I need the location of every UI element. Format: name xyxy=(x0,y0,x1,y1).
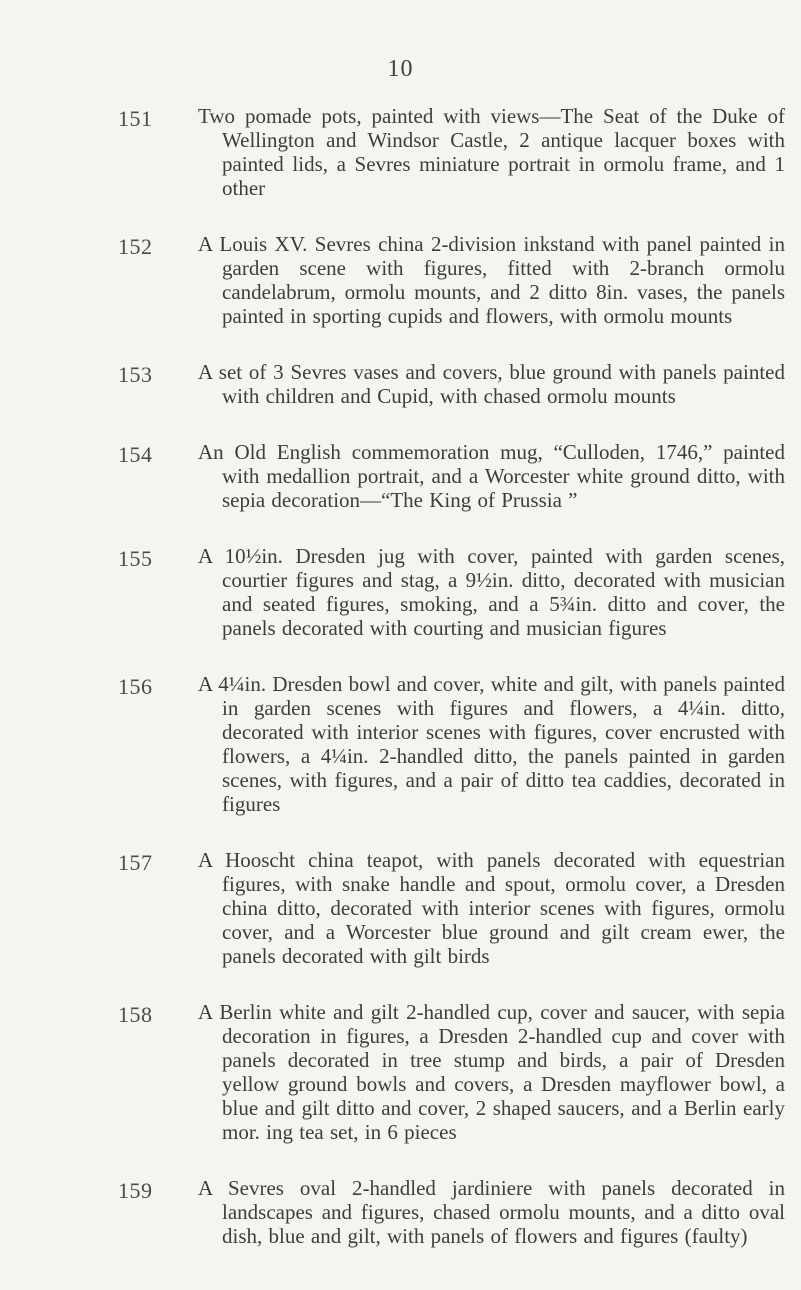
lot-description: An Old English commemoration mug, “Culloden, 1746,” painted with medallion portrait, and a Worcester white ground ditto, with sepia decoration—“The King of Prussia ” xyxy=(198,440,785,512)
lot-description: Two pomade pots, painted with views—The Seat of the Duke of Wellington and Windsor Castle, 2 antique lacquer boxes with painted lids, a Sevres miniature portrait in ormolu frame, and 1 other xyxy=(198,104,785,200)
lot-number: 152 xyxy=(118,234,153,259)
lot-number: 154 xyxy=(118,442,153,467)
lot-number: 158 xyxy=(118,1002,153,1027)
lot-number: 159 xyxy=(118,1178,153,1203)
lot-description: A 4¼in. Dresden bowl and cover, white and gilt, with panels painted in garden scenes with figures and flowers, a 4¼in. ditto, decorated with interior scenes with figures, cover encrusted with flowers, a 4¼in. 2-handled ditto, the panels painted in garden scenes, with figures, and a pair of ditto tea caddies, decorated in figures xyxy=(198,672,785,816)
page-number: 10 xyxy=(387,56,414,82)
lot-number: 151 xyxy=(118,106,153,131)
lot-description: A Sevres oval 2-handled jardiniere with panels decorated in landscapes and figures, chased ormolu mounts, and a ditto oval dish, blue and gilt, with panels of flowers and figures (faulty) xyxy=(198,1176,785,1248)
lot-description: A Hooscht china teapot, with panels decorated with equestrian figures, with snake handle and spout, ormolu cover, a Dresden china ditto, decorated with interior scenes with figures, ormolu cover, and a Worcester blue ground and gilt cream ewer, the panels decorated with gilt birds xyxy=(198,848,785,968)
lot-description: A set of 3 Sevres vases and covers, blue ground with panels painted with children and Cupid, with chased ormolu mounts xyxy=(198,360,785,408)
lot-number: 156 xyxy=(118,674,153,699)
lot-description: A Louis XV. Sevres china 2-division inkstand with panel painted in garden scene with figures, fitted with 2-branch ormolu candelabrum, ormolu mounts, and 2 ditto 8in. vases, the panels painted in sporting cupids and flowers, with ormolu mounts xyxy=(198,232,785,328)
lot-description: A Berlin white and gilt 2-handled cup, cover and saucer, with sepia decoration in figures, a Dresden 2-handled cup and cover with panels decorated in tree stump and birds, a pair of Dresden yellow ground bowls and covers, a Dresden mayflower bowl, a blue and gilt ditto and cover, 2 shaped saucers, and a Berlin early mor. ing tea set, in 6 pieces xyxy=(198,1000,785,1144)
lot-description: A 10½in. Dresden jug with cover, painted with garden scenes, courtier figures and stag, a 9½in. ditto, decorated with musician and seated figures, smoking, and a 5¾in. ditto and cover, the panels decorated with courting and musician figures xyxy=(198,544,785,640)
lot-number: 155 xyxy=(118,546,153,571)
lot-number: 157 xyxy=(118,850,153,875)
lot-number: 153 xyxy=(118,362,153,387)
